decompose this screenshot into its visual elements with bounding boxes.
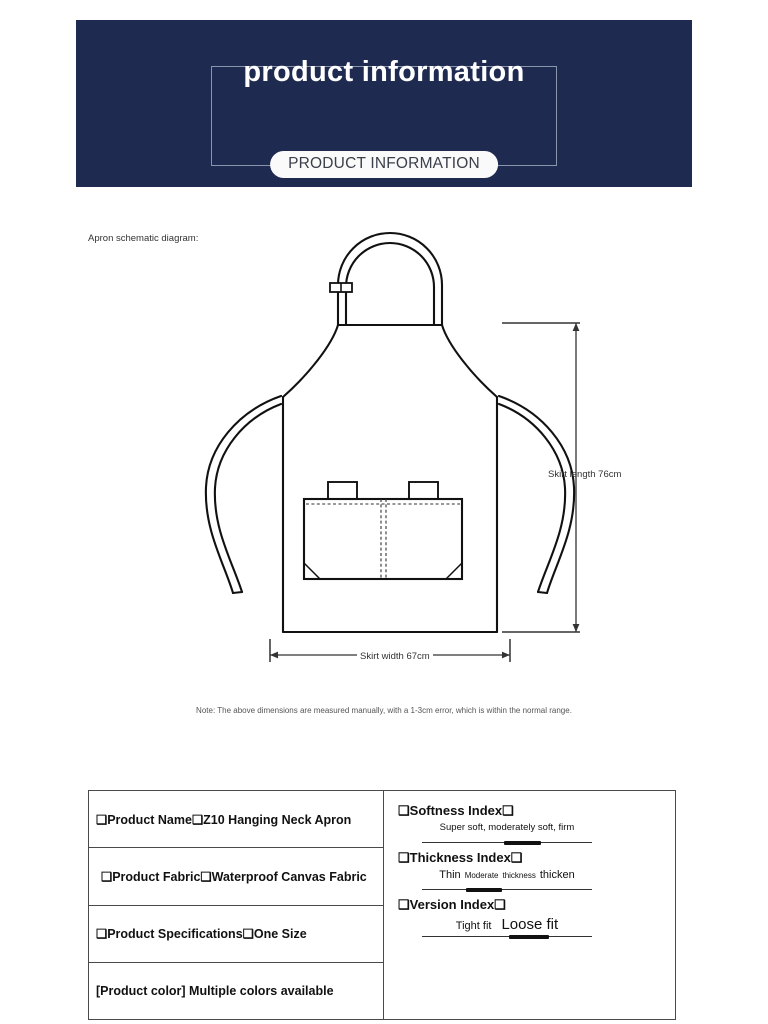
page-title: product information [243, 56, 525, 88]
thickness-word-1: Moderate [464, 871, 499, 880]
thickness-word-2: thickness [502, 871, 536, 880]
neck-strap-outer-icon [338, 233, 442, 325]
softness-index-group [384, 803, 675, 848]
thickness-scale-words [422, 870, 592, 887]
thickness-index-group [384, 850, 675, 895]
spec-row-product-name: ❑Product Name❑Z10 Hanging Neck Apron [89, 791, 383, 848]
softness-scale-line [422, 842, 592, 848]
page-header-banner [76, 20, 692, 187]
waist-tie-right-icon [499, 396, 574, 593]
softness-index-scale [422, 823, 592, 848]
bib-right-slope [442, 325, 497, 397]
banner-subtitle-pill: PRODUCT INFORMATION [270, 151, 498, 178]
softness-scale-words [422, 823, 592, 840]
spec-left-column [89, 791, 384, 1019]
thickness-scale-line [422, 889, 592, 895]
skirt-width-label: Skirt width 67cm [357, 651, 433, 662]
neck-strap-inner-icon [346, 243, 434, 325]
product-spec-table [88, 790, 676, 1020]
skirt-length-label: Skirt length 76cm [548, 469, 622, 480]
version-word-1: Loose fit [501, 916, 559, 933]
measurement-note: Note: The above dimensions are measured manually, with a 1-3cm error, which is within the normal range. [196, 706, 572, 715]
version-scale-words [422, 917, 592, 934]
version-index-scale [422, 917, 592, 942]
spec-row-product-fabric: ❑Product Fabric❑Waterproof Canvas Fabric [89, 848, 383, 905]
apron-schematic-diagram [180, 215, 650, 675]
front-pocket-icon [304, 482, 462, 579]
thickness-word-3: thicken [539, 869, 575, 881]
version-scale-marker [509, 935, 550, 939]
schematic-caption: Apron schematic diagram: [88, 233, 199, 244]
thickness-word-0: Thin [439, 869, 461, 881]
thickness-index-scale [422, 870, 592, 895]
version-scale-line [422, 936, 592, 942]
softness-scale-marker [504, 841, 541, 845]
thickness-index-title: ❑Thickness Index❑ [398, 850, 523, 865]
softness-word-0: Super soft, moderately soft, firm [439, 822, 575, 833]
version-index-group [384, 897, 675, 942]
strap-buckle-icon [330, 283, 352, 292]
bib-left-slope [283, 325, 338, 397]
version-word-0: Tight fit [455, 920, 492, 932]
version-index-title: ❑Version Index❑ [398, 897, 506, 912]
thickness-scale-marker [466, 888, 502, 892]
spec-right-column [384, 791, 675, 1019]
spec-row-product-color: [Product color] Multiple colors available [96, 983, 334, 998]
softness-index-title: ❑Softness Index❑ [398, 803, 514, 818]
spec-row-product-specifications: ❑Product Specifications❑One Size [89, 906, 383, 963]
waist-tie-left-icon [206, 396, 281, 593]
